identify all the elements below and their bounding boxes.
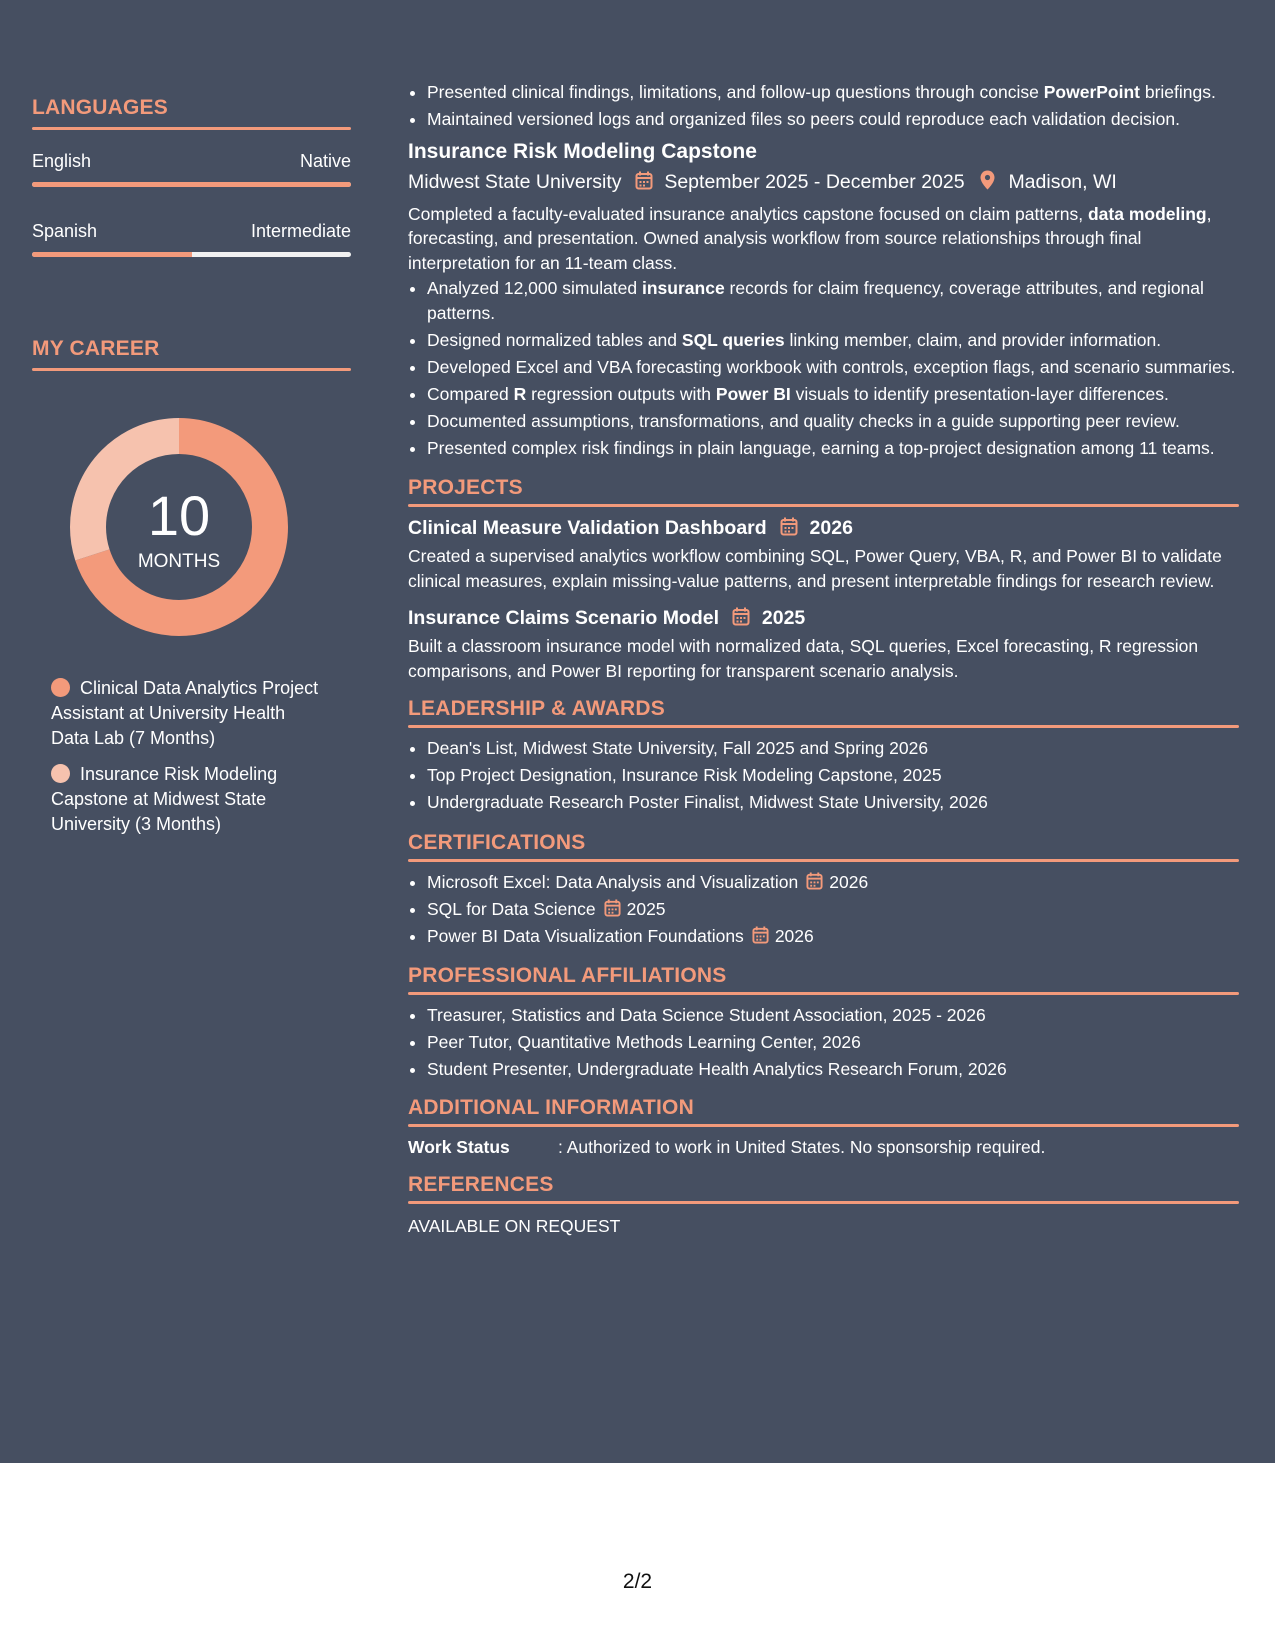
calendar-icon xyxy=(732,607,750,626)
text-run: Documented assumptions, transformations, and quality checks in a guide supporting peer review. xyxy=(427,410,1180,431)
references-rule xyxy=(408,1201,1239,1204)
language-spanish xyxy=(32,221,351,257)
languages-title: LANGUAGES xyxy=(32,96,168,119)
languages-rule xyxy=(32,127,351,130)
bullet-item xyxy=(427,409,1239,434)
career-legend-item xyxy=(51,676,321,751)
projects-section xyxy=(408,476,1239,683)
references-section xyxy=(408,1173,1239,1239)
career-donut xyxy=(67,415,291,639)
language-english xyxy=(32,151,351,187)
language-name: English xyxy=(32,151,92,171)
capstone-title: Insurance Risk Modeling Capstone xyxy=(408,139,757,163)
text-run: Presented complex risk findings in plain language, earning a top-project designation among 11 teams. xyxy=(427,437,1215,458)
leadership-item: • Undergraduate Research Poster Finalist, Midwest State University, 2026 xyxy=(427,790,1239,815)
capstone-entry xyxy=(408,140,1239,461)
certifications-list xyxy=(408,870,1239,949)
text-run: briefings. xyxy=(1140,82,1216,102)
affiliation-item: • Treasurer, Statistics and Data Science Student Association, 2025 - 2026 xyxy=(427,1003,1239,1028)
leadership-title: LEADERSHIP & AWARDS xyxy=(408,697,665,720)
text-run: Designed normalized tables and xyxy=(427,329,682,350)
project-heading xyxy=(408,607,1239,630)
legend-label: Insurance Risk Modeling Capstone at Midwest State University (3 Months) xyxy=(51,764,278,834)
work-status-value: : Authorized to work in United States. No sponsorship required. xyxy=(558,1136,1046,1157)
text-run: Completed a faculty-evaluated insurance analytics capstone focused on claim patterns, xyxy=(408,203,1088,224)
bullet-item xyxy=(427,80,1239,105)
additional-section xyxy=(408,1096,1239,1160)
text-run: records for claim frequency, coverage attributes, and regional patterns. xyxy=(427,278,1204,323)
languages-section xyxy=(32,96,351,130)
affiliation-item: • Peer Tutor, Quantitative Methods Learning Center, 2026 xyxy=(427,1030,1239,1055)
certification-item xyxy=(427,897,1239,922)
work-status xyxy=(408,1135,1239,1160)
capstone-meta xyxy=(408,170,1239,194)
bold-keyword: data modeling xyxy=(1087,203,1207,224)
text-run: Developed Excel and VBA forecasting workbook with controls, exception flags, and scenario summaries. xyxy=(427,356,1236,377)
certifications-title: CERTIFICATIONS xyxy=(408,830,586,854)
additional-title: ADDITIONAL INFORMATION xyxy=(408,1095,694,1119)
text-run: linking member, claim, and provider information. xyxy=(784,329,1162,350)
certification-name: Microsoft Excel: Data Analysis and Visualization xyxy=(427,871,799,892)
language-proficiency-bar xyxy=(32,252,351,257)
certification-name: SQL for Data Science xyxy=(427,898,596,919)
text-run: Presented clinical findings, limitations, and follow-up questions through concise xyxy=(427,82,1044,102)
projects-title: PROJECTS xyxy=(408,476,523,499)
certification-name: Power BI Data Visualization Foundations xyxy=(427,925,744,946)
certification-year: 2026 xyxy=(774,925,814,946)
previous-experience-bullets xyxy=(408,80,1239,132)
bold-keyword: insurance xyxy=(642,278,725,298)
calendar-icon xyxy=(806,872,823,890)
legend-label: Clinical Data Analytics Project Assistant at University Health Data Lab (7 Months) xyxy=(51,678,319,748)
bold-keyword: R xyxy=(513,383,527,404)
certification-item xyxy=(427,924,1239,949)
legend-dot-icon xyxy=(51,764,70,783)
affiliations-list xyxy=(408,1003,1239,1082)
leadership-list xyxy=(408,736,1239,815)
text-run: visuals to identify presentation-layer differences. xyxy=(790,383,1169,404)
project-name: Insurance Claims Scenario Model xyxy=(408,607,720,629)
legend-dot-icon xyxy=(51,678,70,697)
capstone-dates: September 2025 - December 2025 xyxy=(664,170,965,193)
certification-item xyxy=(427,870,1239,895)
project-year: 2025 xyxy=(761,607,806,629)
certification-year: 2025 xyxy=(626,898,666,919)
project-description: Created a supervised analytics workflow combining SQL, Power Query, VBA, R, and Power BI to validate clinical measures, explain missing-value patterns, and present interpretable findings for research review. xyxy=(408,546,1222,591)
right-column xyxy=(408,80,1239,1239)
affiliations-rule xyxy=(408,992,1239,995)
affiliation-item: • Student Presenter, Undergraduate Health Analytics Research Forum, 2026 xyxy=(427,1057,1239,1082)
location-pin-icon xyxy=(980,170,995,190)
affiliations-section xyxy=(408,964,1239,1082)
bold-keyword: SQL queries xyxy=(681,329,785,350)
text-run: Compared xyxy=(427,383,514,404)
project-item xyxy=(408,607,1239,683)
project-year: 2026 xyxy=(809,517,853,539)
career-title: MY CAREER xyxy=(32,337,160,360)
certifications-section xyxy=(408,831,1239,949)
references-text: AVAILABLE ON REQUEST xyxy=(408,1216,621,1236)
text-run: Analyzed 12,000 simulated xyxy=(427,278,642,298)
bullet-item xyxy=(427,355,1239,380)
language-proficiency-fill xyxy=(32,182,351,187)
career-rule xyxy=(32,368,351,371)
text-run: regression outputs with xyxy=(526,383,716,404)
project-item xyxy=(408,517,1239,593)
career-section xyxy=(32,337,351,371)
career-total-number: 10 xyxy=(147,484,211,547)
work-status-label: Work Status xyxy=(408,1136,510,1157)
project-name: Clinical Measure Validation Dashboard xyxy=(408,517,767,539)
certification-year: 2026 xyxy=(829,871,869,892)
leadership-rule xyxy=(408,725,1239,728)
text-run: , forecasting, and presentation. Owned analysis workflow from source relationships through final interpretation for an 11-team class. xyxy=(408,203,1212,273)
page-number: 2/2 xyxy=(622,1570,653,1593)
bullet-item xyxy=(427,276,1239,325)
bullet-item xyxy=(427,436,1239,461)
leadership-item: • Top Project Designation, Insurance Risk Modeling Capstone, 2025 xyxy=(427,763,1239,788)
capstone-summary xyxy=(408,202,1239,276)
bold-keyword: PowerPoint xyxy=(1043,82,1140,102)
bold-keyword: Power BI xyxy=(715,383,791,404)
text-run: Maintained versioned logs and organized files so peers could reproduce each validation decision. xyxy=(427,109,1180,129)
projects-rule xyxy=(408,504,1239,507)
career-total-unit: MONTHS xyxy=(137,551,221,572)
leadership-item: • Dean's List, Midwest State University, Fall 2025 and Spring 2026 xyxy=(427,736,1239,761)
bullet-item xyxy=(427,107,1239,132)
project-description: Built a classroom insurance model with normalized data, SQL queries, Excel forecasting, R regression comparisons, and Power BI reporting for transparent scenario analysis. xyxy=(408,636,1199,681)
language-proficiency-bar xyxy=(32,182,351,187)
calendar-icon xyxy=(780,517,798,536)
capstone-location: Madison, WI xyxy=(1008,170,1117,193)
certifications-rule xyxy=(408,859,1239,862)
additional-rule xyxy=(408,1124,1239,1127)
capstone-bullets xyxy=(408,276,1239,460)
calendar-icon xyxy=(635,171,653,190)
references-title: REFERENCES xyxy=(408,1173,554,1196)
language-level: Native xyxy=(299,151,351,171)
language-proficiency-fill xyxy=(32,252,192,257)
leadership-section xyxy=(408,697,1239,815)
affiliations-title: PROFESSIONAL AFFILIATIONS xyxy=(408,964,727,987)
calendar-icon xyxy=(604,899,621,917)
career-legend-item xyxy=(51,762,321,837)
language-level: Intermediate xyxy=(250,221,351,241)
capstone-org: Midwest State University xyxy=(408,170,622,193)
bullet-item xyxy=(427,328,1239,353)
project-heading xyxy=(408,517,1239,540)
bullet-item xyxy=(427,382,1239,407)
language-name: Spanish xyxy=(32,221,98,241)
calendar-icon xyxy=(752,926,769,944)
